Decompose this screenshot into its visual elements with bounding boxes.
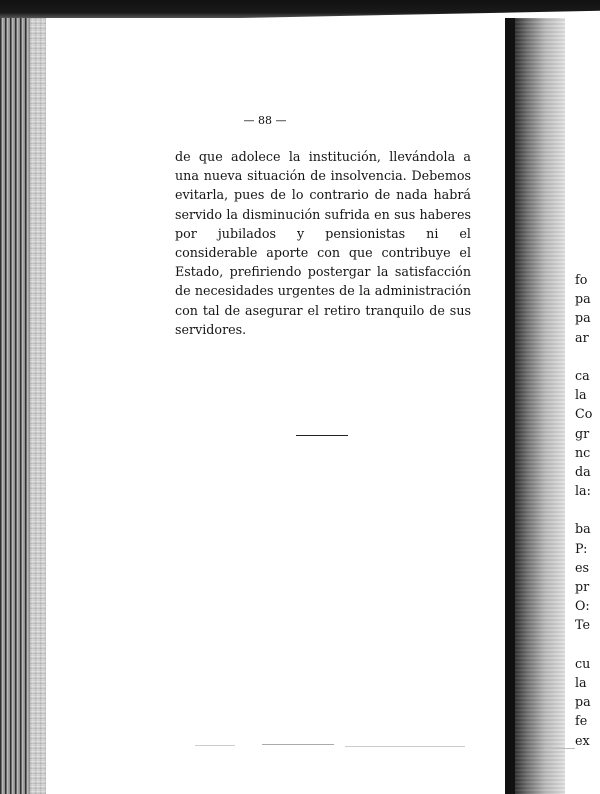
section-divider-rule [296, 435, 348, 436]
scan-noise-line [345, 746, 465, 747]
adjacent-page-line: pa [575, 310, 591, 326]
body-paragraph: de que adolece la institución, llevándola a una nueva situación de insolvencia. Debemos evitarla, pues de lo contrario de nada habrá servido la disminución sufrida en sus haberes por jubilados y pensionistas ni el considerable aporte con que contribuye el Estado, prefiriendo postergar la satisfacción de necesidades urgentes de la administración con tal de asegurar el retiro tranquilo de sus servidores. [175, 149, 471, 337]
scan-noise-line [262, 744, 334, 745]
adjacent-page-gap [575, 500, 600, 519]
page-number: — 88 — [243, 114, 287, 127]
scanned-book-top-edge [0, 0, 600, 18]
adjacent-page-line: P: [575, 540, 588, 556]
adjacent-page-gap [575, 347, 600, 366]
adjacent-page-line: ba [575, 521, 591, 537]
adjacent-page-line: la [575, 674, 587, 690]
scan-noise-line [545, 748, 575, 749]
adjacent-page-line: ar [575, 329, 589, 345]
scan-noise-line [195, 745, 235, 746]
adjacent-page-line: pr [575, 579, 590, 594]
adjacent-page-line: fe [575, 713, 588, 729]
adjacent-page-line: ca [575, 367, 590, 383]
adjacent-page-line: O: [575, 598, 590, 614]
book-gutter-gradient [515, 18, 565, 794]
adjacent-page-gap [575, 635, 600, 654]
adjacent-page-line: da [575, 463, 591, 479]
adjacent-page-line: la: [575, 483, 591, 499]
adjacent-page-line: ex [575, 732, 590, 748]
adjacent-page-line: Te [575, 617, 590, 633]
adjacent-page-line: es [575, 559, 590, 575]
book-spine-shadow [505, 18, 515, 794]
adjacent-page-line: pa [575, 291, 591, 307]
adjacent-page-line: fo [575, 272, 588, 287]
adjacent-page-line: gr [575, 425, 590, 441]
adjacent-page-line: Co [575, 406, 593, 422]
adjacent-page-line: cu [575, 655, 591, 671]
adjacent-page-line: la [575, 387, 587, 403]
adjacent-page-line: pa [575, 694, 591, 710]
adjacent-page-text-fragments [575, 270, 600, 750]
adjacent-page-line: nc [575, 444, 591, 460]
